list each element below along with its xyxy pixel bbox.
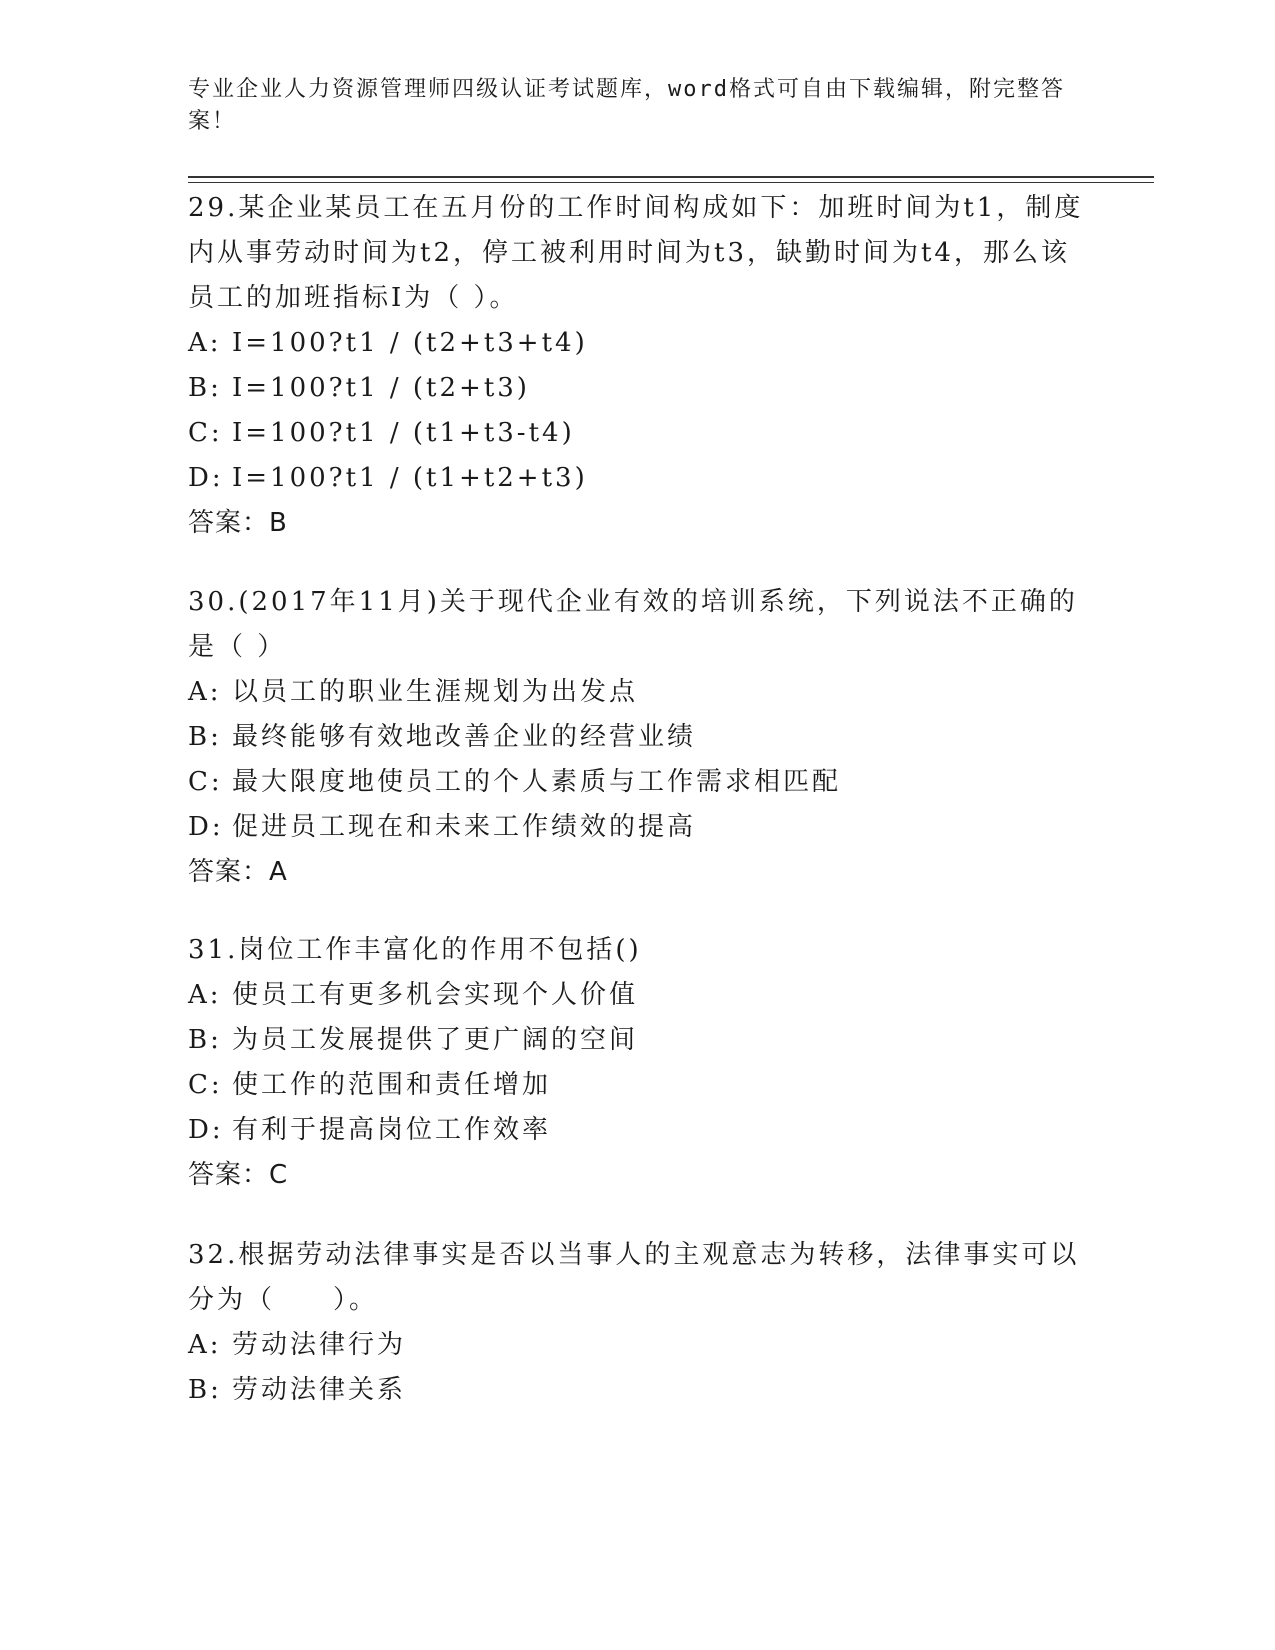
- option-a: [188, 670, 1088, 715]
- option-b: [188, 1368, 1088, 1413]
- header-divider-thin: [188, 182, 1154, 183]
- option-key: C:: [188, 767, 223, 797]
- option-b: [188, 715, 1088, 760]
- question-29: [188, 186, 1088, 546]
- option-text: I=100?t1 / (t2+t3): [232, 373, 530, 403]
- option-key: B:: [188, 373, 222, 403]
- option-a: [188, 1323, 1088, 1368]
- header-divider: [188, 176, 1154, 178]
- option-key: D:: [188, 463, 224, 493]
- question-text: 29.某企业某员工在五月份的工作时间构成如下：加班时间为t1，制度内从事劳动时间为t2，停工被利用时间为t3，缺勤时间为t4，那么该员工的加班指标I为（ ）。: [188, 193, 1084, 313]
- option-key: B:: [188, 1025, 222, 1055]
- option-b: [188, 366, 1088, 411]
- option-key: A:: [188, 677, 222, 707]
- option-key: D:: [188, 1115, 224, 1145]
- option-c: [188, 1063, 1088, 1108]
- option-key: A:: [188, 328, 222, 358]
- answer: 答案：A: [188, 857, 288, 887]
- option-key: C:: [188, 1070, 223, 1100]
- option-text: I=100?t1 / (t1+t3-t4): [232, 418, 575, 448]
- option-key: A:: [188, 1330, 222, 1360]
- question-31: [188, 928, 1088, 1198]
- question-text: 32.根据劳动法律事实是否以当事人的主观意志为转移，法律事实可以分为（ ）。: [188, 1240, 1080, 1315]
- question-32: [188, 1233, 1088, 1413]
- question-text: 30.(2017年11月)关于现代企业有效的培训系统，下列说法不正确的是（ ）: [188, 587, 1078, 662]
- option-text: 最终能够有效地改善企业的经营业绩: [232, 722, 697, 752]
- option-text: 以员工的职业生涯规划为出发点: [232, 677, 639, 707]
- option-c: [188, 760, 1088, 805]
- question-30: [188, 580, 1088, 895]
- option-text: 劳动法律行为: [232, 1330, 407, 1360]
- option-d: [188, 805, 1088, 850]
- question-text: 31.岗位工作丰富化的作用不包括(): [188, 935, 642, 965]
- answer: 答案：C: [188, 1160, 289, 1190]
- option-d: [188, 1108, 1088, 1153]
- option-c: [188, 411, 1088, 456]
- option-text: 劳动法律关系: [232, 1375, 407, 1405]
- option-text: 使工作的范围和责任增加: [232, 1070, 552, 1100]
- option-text: 为员工发展提供了更广阔的空间: [232, 1025, 639, 1055]
- option-b: [188, 1018, 1088, 1063]
- option-a: [188, 973, 1088, 1018]
- document-header: 专业企业人力资源管理师四级认证考试题库，word格式可自由下载编辑，附完整答案！: [188, 77, 1065, 134]
- option-text: 有利于提高岗位工作效率: [232, 1115, 552, 1145]
- option-d: [188, 456, 1088, 501]
- option-key: B:: [188, 1375, 222, 1405]
- option-text: I=100?t1 / (t1+t2+t3): [232, 463, 588, 493]
- answer: 答案：B: [188, 508, 288, 538]
- option-key: D:: [188, 812, 224, 842]
- option-text: 使员工有更多机会实现个人价值: [232, 980, 639, 1010]
- option-text: 最大限度地使员工的个人素质与工作需求相匹配: [232, 767, 842, 797]
- option-text: I=100?t1 / (t2+t3+t4): [232, 328, 588, 358]
- option-key: A:: [188, 980, 222, 1010]
- option-a: [188, 321, 1088, 366]
- option-key: C:: [188, 418, 223, 448]
- option-key: B:: [188, 722, 222, 752]
- option-text: 促进员工现在和未来工作绩效的提高: [232, 812, 697, 842]
